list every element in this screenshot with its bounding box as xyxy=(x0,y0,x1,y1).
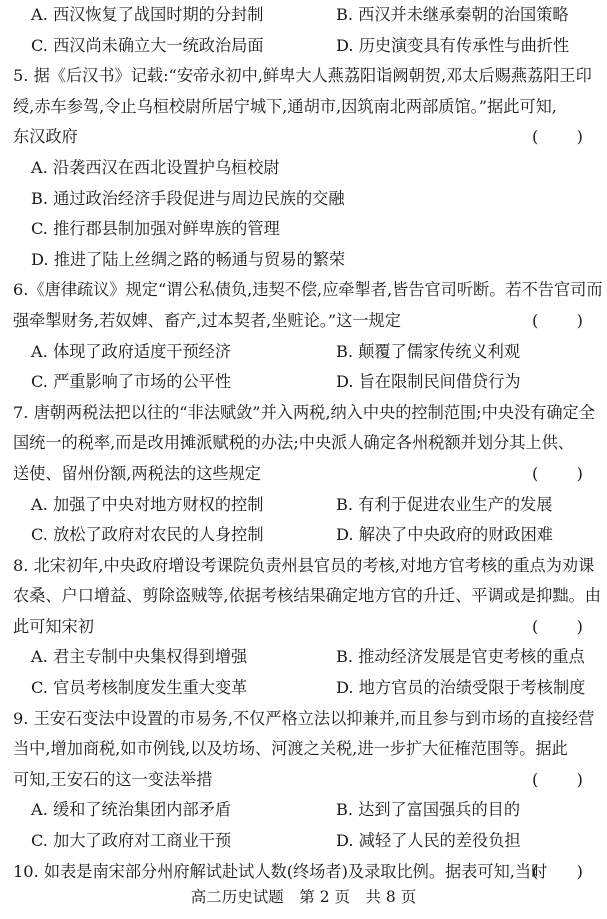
q5-option-b: B. 通过政治经济手段促进与周边民族的交融 xyxy=(31,188,345,208)
q8-stem-line-3 xyxy=(0,612,607,643)
q5-option-d: D. 推进了陆上丝绸之路的畅通与贸易的繁荣 xyxy=(31,249,346,269)
q4-option-b: B. 西汉并未继承秦朝的治国策略 xyxy=(336,5,569,24)
q7-option-d: D. 解决了中央政府的财政困难 xyxy=(336,525,553,545)
q8-stem-text-2: 农桑、户口增益、剪除盗贼等,依据考核结果确定地方官的升迁、平调或是抑黜。由 xyxy=(13,586,601,606)
q7-option-b: B. 有利于促进农业生产的发展 xyxy=(336,494,553,514)
q6-options-row-2 xyxy=(0,367,607,398)
q6-option-c: C. 严重影响了市场的公平性 xyxy=(31,372,232,392)
q9-stem-text-3: 可知,王安石的这一变法举措 xyxy=(13,769,213,789)
q7-stem-line-2 xyxy=(0,428,607,459)
q5-stem-line-2 xyxy=(0,92,607,123)
q6-option-d: D. 旨在限制民间借贷行为 xyxy=(336,372,521,392)
q7-stem-text-1: 7. 唐朝两税法把以往的“非法赋敛”并入两税,纳入中央的控制范围;中央没有确定全 xyxy=(13,402,595,422)
q9-options-row-2 xyxy=(0,826,607,857)
q6-stem-text-1: 6.《唐律疏议》规定“谓公私债负,违契不偿,应牵掣者,皆告官司听断。若不告官司而 xyxy=(13,280,603,300)
q8-stem-line-2 xyxy=(0,581,607,612)
q10-answer-blank[interactable]: ( ) xyxy=(531,861,585,881)
q9-stem-line-3 xyxy=(0,765,607,796)
q6-answer-blank[interactable]: ( ) xyxy=(531,310,585,330)
q5-option-row-c xyxy=(0,214,607,245)
page-footer: 高二历史试题 第 2 页 共 8 页 xyxy=(190,888,417,906)
q6-stem-text-2: 强牵掣财务,若奴婢、畜产,过本契者,坐赃论。”这一规定 xyxy=(13,310,401,330)
q6-options-row-1 xyxy=(0,337,607,368)
q4-option-c: C. 西汉尚未确立大一统政治局面 xyxy=(31,35,264,55)
q7-stem-line-1 xyxy=(0,398,607,429)
q9-stem-text-2: 当中,增加商税,如市例钱,以及坊场、河渡之关税,进一步扩大征榷范围等。据此 xyxy=(13,739,568,759)
q8-option-d: D. 地方官员的治绩受限于考核制度 xyxy=(336,678,586,698)
q7-stem-line-3 xyxy=(0,459,607,490)
q8-options-row-1 xyxy=(0,642,607,673)
q8-options-row-2 xyxy=(0,673,607,704)
q8-stem-line-1 xyxy=(0,551,607,582)
q4-option-d: D. 历史演变具有传承性与曲折性 xyxy=(336,35,570,55)
q9-stem-line-1 xyxy=(0,704,607,735)
q7-options-row-2 xyxy=(0,520,607,551)
q4-options-row-2 xyxy=(0,31,607,62)
q4-options-row-1 xyxy=(0,0,607,31)
q5-answer-blank[interactable]: ( ) xyxy=(531,127,585,147)
q7-option-c: C. 放松了政府对农民的人身控制 xyxy=(31,525,264,545)
q8-option-a: A. 君主专制中央集权得到增强 xyxy=(31,647,248,667)
q5-stem-line-3 xyxy=(0,122,607,153)
q9-options-row-1 xyxy=(0,795,607,826)
q9-option-d: D. 减轻了人民的差役负担 xyxy=(336,831,521,851)
q5-option-c: C. 推行郡县制加强对鲜卑族的管理 xyxy=(31,219,280,239)
q5-stem-text-2: 绶,赤车参驾,令止乌桓校尉所居宁城下,通胡市,因筑南北两部质馆。”据此可知, xyxy=(13,96,557,116)
q9-option-b: B. 达到了富国强兵的目的 xyxy=(336,800,521,820)
q7-answer-blank[interactable]: ( ) xyxy=(531,463,585,483)
q4-option-a: A. 西汉恢复了战国时期的分封制 xyxy=(31,5,264,24)
q5-stem-line-1 xyxy=(0,61,607,92)
q5-option-row-a xyxy=(0,153,607,184)
q10-stem-text-1: 10. 如表是南宋部分州府解试赴试人数(终场者)及录取比例。据表可知,当时 xyxy=(13,861,548,881)
q6-stem-line-1 xyxy=(0,275,607,306)
q9-option-c: C. 加大了政府对工商业干预 xyxy=(31,831,232,851)
q9-option-a: A. 缓和了统治集团内部矛盾 xyxy=(31,800,232,820)
q9-answer-blank[interactable]: ( ) xyxy=(531,769,585,789)
q8-answer-blank[interactable]: ( ) xyxy=(531,616,585,636)
q6-stem-line-2 xyxy=(0,306,607,337)
q7-options-row-1 xyxy=(0,490,607,521)
q6-option-a: A. 体现了政府适度干预经济 xyxy=(31,341,232,361)
q5-option-row-d xyxy=(0,245,607,276)
q7-stem-text-3: 送使、留州份额,两税法的这些规定 xyxy=(13,463,261,483)
q5-option-row-b xyxy=(0,184,607,215)
q5-stem-text-1: 5. 据《后汉书》记载:“安帝永初中,鲜卑大人燕荔阳诣阙朝贺,邓太后赐燕荔阳王印 xyxy=(13,66,592,86)
q5-option-a: A. 沿袭西汉在西北设置护乌桓校尉 xyxy=(31,157,280,177)
q5-stem-text-3: 东汉政府 xyxy=(13,127,78,147)
q8-stem-text-3: 此可知宋初 xyxy=(13,616,94,636)
q9-stem-text-1: 9. 王安石变法中设置的市易务,不仅严格立法以抑兼并,而且参与到市场的直接经营 xyxy=(13,708,595,728)
q7-option-a: A. 加强了中央对地方财权的控制 xyxy=(31,494,264,514)
q8-option-b: B. 推动经济发展是官吏考核的重点 xyxy=(336,647,585,667)
q8-option-c: C. 官员考核制度发生重大变革 xyxy=(31,678,248,698)
q7-stem-text-2: 国统一的税率,而是改用摊派赋税的办法;中央派人确定各州税额并划分其上供、 xyxy=(13,433,574,453)
q6-option-b: B. 颠覆了儒家传统义利观 xyxy=(336,341,521,361)
q9-stem-line-2 xyxy=(0,734,607,765)
q8-stem-text-1: 8. 北宋初年,中央政府增设考课院负责州县官员的考核,对地方官考核的重点为劝课 xyxy=(13,555,595,575)
